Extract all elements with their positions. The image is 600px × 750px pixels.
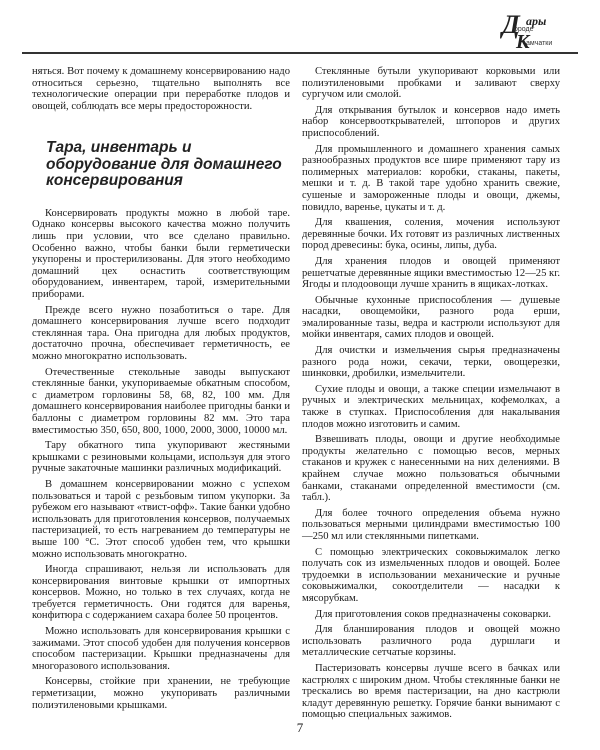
continued-paragraph: няться. Вот почему к домашнему консервированию надо относиться серьезно, тщательно выполнять все технологические операции при переработке плодов и овощей, соблюдать все меры предосторожности.	[32, 66, 290, 112]
paragraph: Можно использовать для консервирования крышки с зажимами. Этот способ удобен для получения консервов способом пастеризации. Крышки предназначены для многоразового использования.	[32, 626, 290, 672]
paragraph: Для более точного определения объема нужно пользоваться мерными цилиндрами вместимостью 100—250 мл или стеклянными пипетками.	[302, 507, 560, 542]
paragraph: Консервы, стойкие при хранении, не требующие герметизации, можно укупоривать различными полиэтиленовыми крышками.	[32, 676, 290, 711]
section-heading: Тара, инвентарь и оборудование для домашнего консервирования	[46, 139, 282, 190]
paragraph: Прежде всего нужно позаботиться о таре. Для домашнего консервирования лучше всего подходит стеклянная тара. Она пригодна для любых продуктов, достаточно прочна, обеспечивает герметичность, ее можно многократно использовать.	[32, 304, 290, 362]
paragraph: Для квашения, соления, мочения используют деревянные бочки. Их готовят из различных лиственных пород древесины: бука, осины, липы, дуба.	[302, 217, 560, 252]
paragraph: Иногда спрашивают, нельзя ли использовать для консервирования винтовые крышки от импортных консервов. Можно, но только в тех случаях, когда не требуется герметичность. Они годятся для варенья, конфитюра с содержанием сахара более 50 процентов.	[32, 564, 290, 622]
logo-letter-d: Д	[502, 10, 520, 39]
left-column	[32, 66, 290, 715]
paragraph: Стеклянные бутыли укупоривают корковыми или полиэтиленовыми пробками и заливают сверху сургучом или смолой.	[302, 66, 560, 101]
paragraph: Отечественные стекольные заводы выпускают стеклянные банки, укупориваемые обкатным способом, с диаметром горловины 58, 68, 82, 100 мм. Для домашнего консервирования наиболее пригодны банки и баллоны с диаметром горловины 82 мм. Это тара вместимостью 350, 650, 800, 1000, 2000, 3000, 10000 мл.	[32, 366, 290, 436]
paragraph: Пастеризовать консервы лучше всего в бачках или кастрюлях с широким дном. Чтобы стеклянные банки не трескались во время пастеризации, на дно кастрюли кладут деревянную решетку. Горячие банки вынимают с помощью специальных зажимов.	[302, 662, 560, 721]
paragraph: Для открывания бутылок и консервов надо иметь набор консервооткрывателей, штопоров и других приспособлений.	[302, 104, 560, 139]
paragraph: Консервировать продукты можно в любой таре. Однако консервы высокого качества можно получить лишь при условии, что все сделано правильно. Особенно важно, чтобы банки были герметически укупорены и простерилизованы. Для этого необходимо домашний цех оснастить соответствующим оборудованием, инвентарем, тарой, измерительными приборами.	[32, 207, 290, 301]
paragraph: Для промышленного и домашнего хранения самых разнообразных продуктов все шире применяют тару из полимерных материалов: коробки, стаканы, пакеты, мешки и т. д. В такой таре удобно хранить свежие, сушеные и замороженные плоды и овощи, джемы, повидло, варенье, цукаты и т. д.	[302, 143, 560, 213]
paragraph: Для приготовления соков предназначены соковарки.	[315, 608, 552, 620]
magazine-logo	[502, 10, 580, 58]
paragraph: С помощью электрических соковыжималок легко получать сок из измельченных плодов и овощей. Более трудоемки в использовании механические и ручные соковыжималки, сокоотделители — насадки к мясорубкам.	[302, 546, 560, 604]
paragraph: Для очистки и измельчения сырья предназначены разного рода ножи, секачи, терки, овощерезки, шинковки, дробилки, измельчители.	[302, 345, 560, 380]
paragraph: Тару обкатного типа укупоривают жестяными крышками с резиновыми кольцами, используя для этого ручные закаточные машинки различных модификаций.	[32, 440, 290, 475]
header-rule	[22, 52, 578, 54]
paragraph: Взвешивать плоды, овощи и другие необходимые продукты желательно с помощью весов, мерных стаканов и кружек с нанесенными на них делениями. В крайнем случае можно пользоваться обычными банками, стаканами определенной вместимости (см. табл.).	[302, 434, 560, 504]
right-column	[302, 66, 560, 725]
logo-small-line1: ороде	[514, 26, 534, 33]
paragraph: Обычные кухонные приспособления — душевые насадки, овощемойки, разного рода ерши, эмалированные тазы, ведра и кастрюли используют для мойки инвентаря, самих плодов и овощей.	[302, 294, 560, 341]
paragraph: Для бланширования плодов и овощей можно использовать различного рода дуршлаги и металлические сетчатые корзины.	[302, 624, 560, 659]
paragraph: В домашнем консервировании можно с успехом пользоваться и тарой с резьбовым типом укупорки. За рубежом его называют «твист-офф». Такие банки удобно использовать для приготовления консервов, получаемых пастеризацией, то есть нагреванием до температуры не выше 100 °С. Этот способ удобен тем, что крышки можно использовать многократно.	[32, 478, 290, 560]
logo-word-ary: ары	[526, 14, 547, 28]
paragraph: Сухие плоды и овощи, а также специи измельчают в ручных и электрических мельницах, кофемолках, а также в ступках. Приспособления для накалывания плодов можно изготовить и самим.	[302, 383, 560, 430]
paragraph: Для хранения плодов и овощей применяют решетчатые деревянные ящики вместимостью 12—25 кг. Ягоды и плодоовощи лучше хранить в ящиках-лотках.	[302, 255, 560, 291]
logo-letter-k: К	[516, 31, 530, 53]
page-number: 7	[296, 720, 304, 735]
logo-small-line2: амчатки	[526, 40, 553, 47]
